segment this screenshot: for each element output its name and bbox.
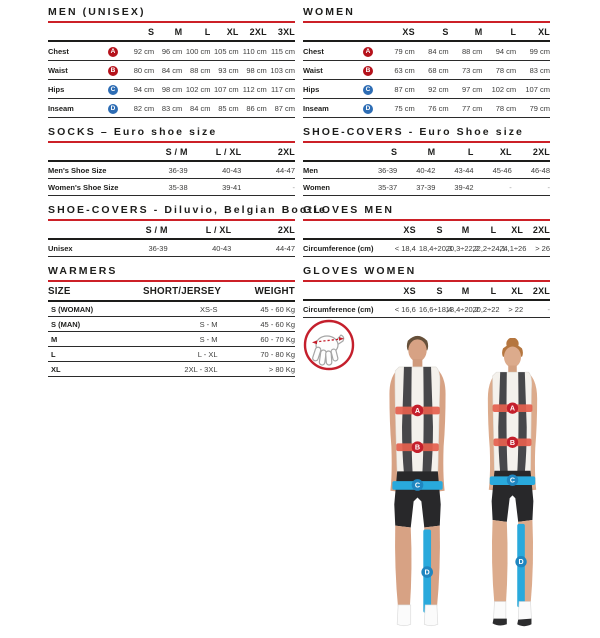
column-header-label	[48, 23, 104, 41]
table-row	[48, 332, 295, 347]
value-cell: 112 cm	[239, 80, 267, 99]
value-cell: 94 cm	[126, 80, 154, 99]
value-cell: 105 cm	[210, 41, 238, 61]
gloves-women-table-grid	[303, 282, 550, 318]
value-cell: 40-43	[188, 161, 242, 179]
value-cell: > 80 Kg	[218, 362, 296, 377]
shoe-covers-euro-section	[303, 126, 550, 196]
marker-cell	[359, 80, 381, 99]
marker-badge-a: A	[363, 47, 373, 57]
value-cell: 96 cm	[154, 41, 182, 61]
value-cell: 103 cm	[267, 61, 295, 80]
marker-badge-d: D	[108, 104, 118, 114]
column-header: XS	[381, 23, 415, 41]
marker-cell	[104, 80, 126, 99]
row-label: Hips	[303, 80, 359, 99]
value-cell: 93 cm	[210, 61, 238, 80]
measurement-figures	[303, 326, 550, 638]
man-head	[408, 339, 426, 361]
value-cell: 82 cm	[126, 99, 154, 118]
man-base-layer	[395, 367, 440, 473]
table-row	[303, 80, 550, 99]
woman-left-sock	[494, 602, 506, 621]
column-header: M	[397, 143, 435, 161]
section-title-women: WOMEN	[303, 6, 550, 23]
left-column	[48, 6, 327, 385]
row-label: Waist	[48, 61, 104, 80]
table-row	[48, 99, 295, 118]
table-row	[48, 301, 295, 317]
section-title-gloves-men: GLOVES MEN	[303, 204, 550, 221]
column-header: L	[482, 23, 516, 41]
value-cell: 107 cm	[210, 80, 238, 99]
woman-bib-strap-left	[498, 372, 507, 472]
value-cell: 76 cm	[415, 99, 449, 118]
row-label: Circumference (cm)	[303, 239, 389, 257]
row-label: Unisex	[48, 239, 104, 257]
marker-a: A	[414, 405, 421, 415]
value-cell: -	[241, 179, 295, 196]
table-row	[48, 80, 295, 99]
table-row	[48, 41, 295, 61]
value-cell: > 22	[496, 300, 523, 318]
column-header: SHORT/JERSEY	[140, 282, 218, 301]
table-row	[303, 161, 550, 179]
women-size-table-grid	[303, 23, 550, 118]
value-cell: 70 - 80 Kg	[218, 347, 296, 362]
value-cell: 100 cm	[182, 41, 210, 61]
value-cell: 77 cm	[449, 99, 483, 118]
table-row	[48, 61, 295, 80]
value-cell: 63 cm	[381, 61, 415, 80]
value-cell: 83 cm	[154, 99, 182, 118]
value-cell: S - M	[140, 317, 218, 332]
table-row	[303, 99, 550, 118]
female-measurement-figure	[465, 338, 560, 630]
women-size-table	[303, 23, 550, 118]
socks-size-table	[48, 143, 295, 196]
marker-badge-b: B	[108, 66, 118, 76]
gloves-men-section	[303, 204, 550, 257]
column-header-label	[303, 221, 389, 239]
marker-cell	[104, 41, 126, 61]
column-header: XL	[210, 23, 238, 41]
column-header-label	[303, 23, 359, 41]
shoe-covers-euro-table-grid	[303, 143, 550, 196]
table-row	[48, 161, 295, 179]
marker-badge-c: C	[363, 85, 373, 95]
warmers-table-grid	[48, 282, 295, 377]
woman-left-shoe	[493, 619, 507, 626]
row-label: S (MAN)	[48, 317, 140, 332]
men-size-table-grid	[48, 23, 295, 118]
value-cell: 22,2÷24,1	[469, 239, 496, 257]
value-cell: 45 - 60 Kg	[218, 301, 296, 317]
column-header: L	[435, 143, 473, 161]
value-cell: 45-46	[474, 161, 512, 179]
value-cell: > 26	[523, 239, 550, 257]
value-cell: 39-41	[188, 179, 242, 196]
value-cell: 110 cm	[239, 41, 267, 61]
shoe-covers-diluvio-section	[48, 204, 327, 257]
value-cell: 78 cm	[482, 99, 516, 118]
table-row	[48, 317, 295, 332]
marker-c: C	[414, 480, 421, 490]
column-header: L	[182, 23, 210, 41]
value-cell: 87 cm	[381, 80, 415, 99]
row-label: Inseam	[303, 99, 359, 118]
shoe-covers-euro-table	[303, 143, 550, 196]
value-cell: 79 cm	[381, 41, 415, 61]
gloves-women-table	[303, 282, 550, 318]
men-sizing-section	[48, 6, 295, 118]
value-cell: < 16,6	[389, 300, 416, 318]
column-header: M	[449, 23, 483, 41]
marker-badge-a: A	[108, 47, 118, 57]
value-cell: 45 - 60 Kg	[218, 317, 296, 332]
value-cell: 20,2÷22	[469, 300, 496, 318]
socks-size-table-grid	[48, 143, 295, 196]
value-cell: -	[512, 179, 550, 196]
value-cell: 94 cm	[482, 41, 516, 61]
value-cell: 84 cm	[182, 99, 210, 118]
value-cell: 44-47	[241, 161, 295, 179]
column-header: 2XL	[231, 221, 295, 239]
table-row	[303, 300, 550, 318]
value-cell: 39-42	[435, 179, 473, 196]
value-cell: 18,4÷20,3	[416, 239, 443, 257]
column-header: XL	[474, 143, 512, 161]
value-cell: 92 cm	[126, 41, 154, 61]
row-label: S (WOMAN)	[48, 301, 140, 317]
value-cell: 75 cm	[381, 99, 415, 118]
column-header: S	[416, 282, 443, 300]
column-header: S	[415, 23, 449, 41]
marker-d: D	[424, 567, 430, 577]
column-header: XL	[496, 221, 523, 239]
marker-cell	[104, 99, 126, 118]
marker-d: D	[518, 558, 524, 567]
woman-right-sock	[518, 602, 531, 622]
value-cell: 86 cm	[239, 99, 267, 118]
men-size-table	[48, 23, 295, 118]
value-cell: 40-42	[397, 161, 435, 179]
value-cell: 36-39	[359, 161, 397, 179]
section-title-men: MEN (UNISEX)	[48, 6, 295, 23]
value-cell: 84 cm	[415, 41, 449, 61]
value-cell: 92 cm	[415, 80, 449, 99]
value-cell: 36-39	[104, 239, 168, 257]
column-header: M	[443, 221, 470, 239]
row-label: Women's Shoe Size	[48, 179, 134, 196]
table-row	[303, 61, 550, 80]
value-cell: 68 cm	[415, 61, 449, 80]
marker-c: C	[509, 476, 516, 485]
marker-a: A	[509, 404, 516, 413]
value-cell: 78 cm	[482, 61, 516, 80]
gloves-men-table	[303, 221, 550, 257]
value-cell: 87 cm	[267, 99, 295, 118]
marker-badge-c: C	[108, 85, 118, 95]
column-header: 2XL	[523, 221, 550, 239]
male-measurement-figure	[369, 334, 466, 634]
value-cell: 83 cm	[516, 61, 550, 80]
column-header-label	[303, 282, 389, 300]
value-cell: 99 cm	[516, 41, 550, 61]
column-header: L	[469, 282, 496, 300]
column-header: L / XL	[168, 221, 232, 239]
value-cell: 16,6÷18,4	[416, 300, 443, 318]
row-label: Inseam	[48, 99, 104, 118]
row-label: L	[48, 347, 140, 362]
value-cell: 20,3÷22,2	[443, 239, 470, 257]
shoe-covers-diluvio-table	[48, 221, 295, 257]
man-neck	[413, 359, 423, 368]
column-header: M	[154, 23, 182, 41]
man-left-sock	[397, 605, 411, 626]
value-cell: 24,1÷26	[496, 239, 523, 257]
section-title-socks: SOCKS – Euro shoe size	[48, 126, 295, 143]
section-title-warmers: WARMERS	[48, 265, 295, 282]
column-header-label	[48, 143, 134, 161]
row-label: M	[48, 332, 140, 347]
value-cell: 2XL - 3XL	[140, 362, 218, 377]
shoe-covers-diluvio-table-grid	[48, 221, 295, 257]
value-cell: < 18,4	[389, 239, 416, 257]
row-label: Hips	[48, 80, 104, 99]
column-header: S	[126, 23, 154, 41]
value-cell: 79 cm	[516, 99, 550, 118]
value-cell: 73 cm	[449, 61, 483, 80]
value-cell: S - M	[140, 332, 218, 347]
column-header: S	[416, 221, 443, 239]
column-header: 3XL	[267, 23, 295, 41]
woman-head	[504, 347, 521, 368]
value-cell: 40-43	[168, 239, 232, 257]
value-cell: 85 cm	[210, 99, 238, 118]
column-header: 2XL	[512, 143, 550, 161]
column-header: L / XL	[188, 143, 242, 161]
value-cell: 18,4÷20,2	[443, 300, 470, 318]
column-header: M	[443, 282, 470, 300]
value-cell: 46-48	[512, 161, 550, 179]
marker-cell	[359, 61, 381, 80]
value-cell: 102 cm	[482, 80, 516, 99]
gloves-men-table-grid	[303, 221, 550, 257]
value-cell: 60 - 70 Kg	[218, 332, 296, 347]
value-cell: 43-44	[435, 161, 473, 179]
value-cell: 117 cm	[267, 80, 295, 99]
marker-cell	[104, 61, 126, 80]
warmers-table	[48, 282, 295, 377]
hand-measure-icon	[301, 318, 357, 374]
value-cell: -	[474, 179, 512, 196]
column-header: XL	[516, 23, 550, 41]
value-cell: L - XL	[140, 347, 218, 362]
value-cell: 37-39	[397, 179, 435, 196]
marker-badge-d: D	[363, 104, 373, 114]
row-label: Waist	[303, 61, 359, 80]
marker-badge-b: B	[363, 66, 373, 76]
value-cell: 97 cm	[449, 80, 483, 99]
women-sizing-section	[303, 6, 550, 118]
value-cell: 36-39	[134, 161, 188, 179]
marker-column-header	[359, 23, 381, 41]
marker-cell	[359, 99, 381, 118]
value-cell: 88 cm	[182, 61, 210, 80]
column-header-label: SIZE	[48, 282, 140, 301]
man-right-sock	[424, 605, 438, 626]
section-title-shoe-covers-diluvio: SHOE-COVERS - Diluvio, Belgian Bootie	[48, 204, 295, 221]
value-cell: 115 cm	[267, 41, 295, 61]
socks-sizing-section	[48, 126, 295, 196]
section-title-gloves-women: GLOVES WOMEN	[303, 265, 550, 282]
column-header: S	[359, 143, 397, 161]
value-cell: 102 cm	[182, 80, 210, 99]
column-header: L	[469, 221, 496, 239]
value-cell: -	[523, 300, 550, 318]
man-bib-strap-left	[402, 367, 413, 473]
column-header: XL	[496, 282, 523, 300]
row-label: Men	[303, 161, 359, 179]
column-header: XS	[389, 282, 416, 300]
column-header-label	[303, 143, 359, 161]
table-row	[48, 239, 295, 257]
woman-bib-strap-right	[517, 372, 526, 472]
value-cell: 80 cm	[126, 61, 154, 80]
table-row	[303, 41, 550, 61]
table-row	[48, 362, 295, 377]
marker-cell	[359, 41, 381, 61]
column-header: S / M	[134, 143, 188, 161]
section-title-shoe-covers-euro: SHOE-COVERS - Euro Shoe size	[303, 126, 550, 143]
value-cell: 35-38	[134, 179, 188, 196]
marker-column-header	[104, 23, 126, 41]
column-header: XS	[389, 221, 416, 239]
warmers-section	[48, 265, 295, 377]
value-cell: 35-37	[359, 179, 397, 196]
column-header: 2XL	[241, 143, 295, 161]
gloves-women-section	[303, 265, 550, 318]
row-label: Chest	[48, 41, 104, 61]
man-bib-strap-right	[422, 367, 433, 473]
table-row	[303, 179, 550, 196]
column-header: 2XL	[239, 23, 267, 41]
value-cell: 98 cm	[154, 80, 182, 99]
value-cell: 88 cm	[449, 41, 483, 61]
row-label: Women	[303, 179, 359, 196]
marker-b: B	[509, 438, 516, 447]
table-row	[303, 239, 550, 257]
man-left-leg	[395, 526, 411, 609]
row-label: Chest	[303, 41, 359, 61]
value-cell: 44-47	[231, 239, 295, 257]
table-row	[48, 179, 295, 196]
marker-b: B	[414, 442, 421, 452]
column-header: WEIGHT	[218, 282, 296, 301]
column-header: S / M	[104, 221, 168, 239]
value-cell: 107 cm	[516, 80, 550, 99]
row-label: Circumference (cm)	[303, 300, 389, 318]
value-cell: 84 cm	[154, 61, 182, 80]
value-cell: 98 cm	[239, 61, 267, 80]
woman-right-shoe	[517, 619, 531, 627]
woman-left-leg	[492, 520, 508, 605]
table-row	[48, 347, 295, 362]
row-label: XL	[48, 362, 140, 377]
column-header: 2XL	[523, 282, 550, 300]
value-cell: XS-S	[140, 301, 218, 317]
row-label: Men's Shoe Size	[48, 161, 134, 179]
right-column	[303, 6, 550, 638]
column-header-label	[48, 221, 104, 239]
